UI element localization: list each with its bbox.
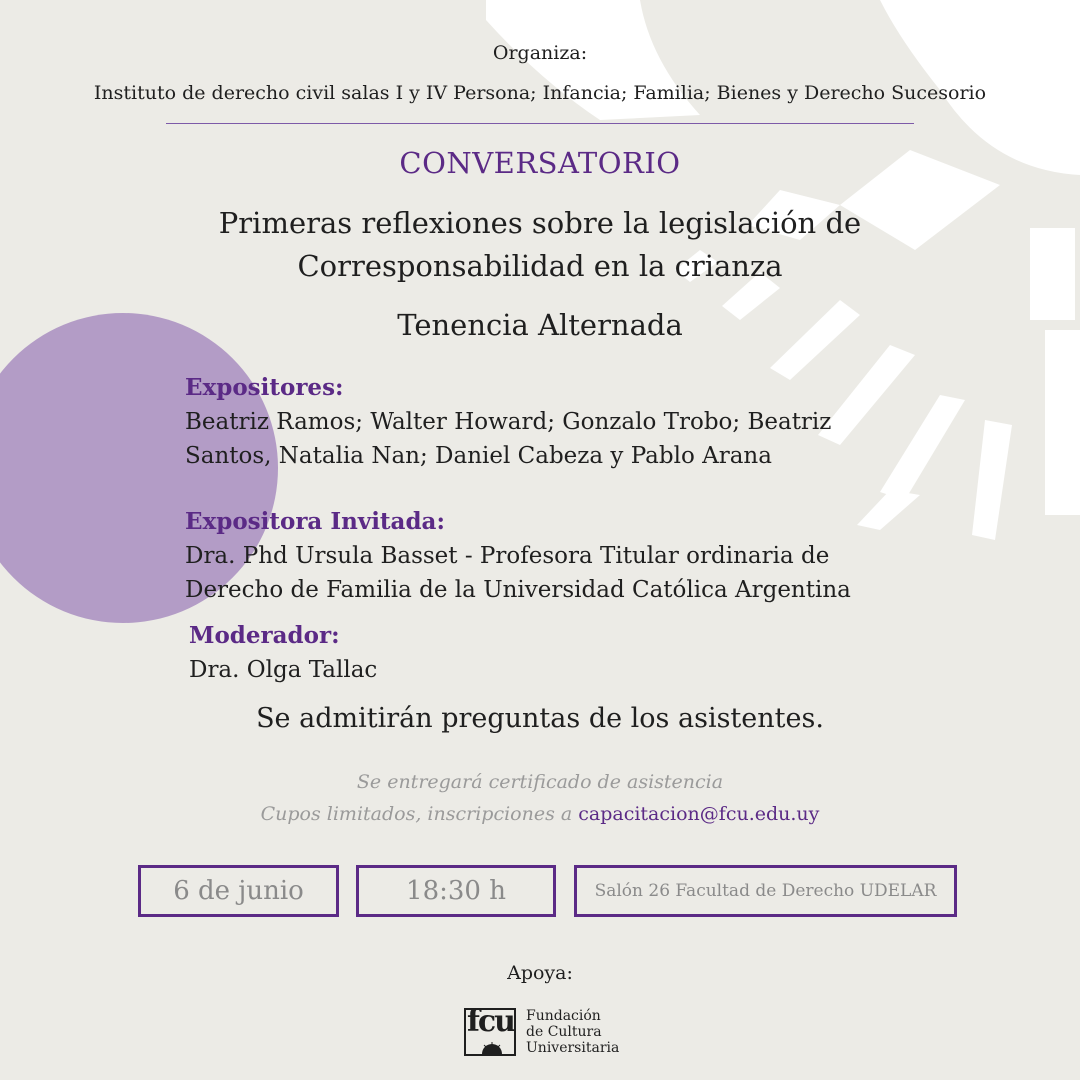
fcu-logo-line1: Fundación <box>526 1008 601 1024</box>
event-subtitle: Tenencia Alternada <box>397 308 683 342</box>
event-kicker: CONVERSATORIO <box>399 146 681 180</box>
date-box <box>138 865 339 917</box>
divider <box>166 123 914 124</box>
apoya-label: Apoya: <box>507 962 573 984</box>
guest-section <box>185 505 851 607</box>
event-title-line2: Corresponsabilidad en la crianza <box>297 249 783 283</box>
venue-box <box>574 865 957 917</box>
organizer-name: Instituto de derecho civil salas I y IV Persona; Infancia; Familia; Bienes y Derecho Sucesorio <box>93 82 987 104</box>
registration-email-link[interactable]: capacitacion@fcu.edu.uy <box>578 803 820 825</box>
sun-ray <box>818 345 915 445</box>
fcu-logo-mark <box>464 1004 516 1056</box>
guest-label: Expositora Invitada: <box>185 508 445 535</box>
speakers-section <box>185 371 831 473</box>
guest-line2: Derecho de Familia de la Universidad Católica Argentina <box>185 577 851 603</box>
organiza-label: Organiza: <box>492 42 588 64</box>
time-box <box>356 865 556 917</box>
moderator-label: Moderador: <box>189 622 340 649</box>
sun-icon <box>480 1042 504 1054</box>
fcu-logo-text <box>526 1008 619 1056</box>
sun-ray <box>880 395 965 500</box>
event-venue: Salón 26 Facultad de Derecho UDELAR <box>594 881 937 901</box>
sun-ray <box>857 490 920 530</box>
moderator-name: Dra. Olga Tallac <box>189 657 378 683</box>
fcu-logo <box>464 1004 620 1056</box>
event-title <box>0 202 1080 288</box>
registration-note <box>0 803 1080 825</box>
speakers-line1: Beatriz Ramos; Walter Howard; Gonzalo Trobo; Beatriz <box>185 409 832 435</box>
event-title-line1: Primeras reflexiones sobre la legislación de <box>218 206 862 240</box>
event-time: 18:30 h <box>406 876 506 906</box>
event-date: 6 de junio <box>173 876 304 906</box>
guest-line1: Dra. Phd Ursula Basset - Profesora Titular ordinaria de <box>185 543 830 569</box>
sun-ray <box>972 420 1012 540</box>
certificate-note: Se entregará certificado de asistencia <box>356 771 724 793</box>
fcu-logo-line2: de Cultura <box>526 1024 602 1040</box>
moderator-section <box>189 619 377 687</box>
speakers-line2: Santos, Natalia Nan; Daniel Cabeza y Pablo Arana <box>185 443 772 469</box>
questions-note: Se admitirán preguntas de los asistentes. <box>256 703 824 734</box>
speakers-label: Expositores: <box>185 374 344 401</box>
fcu-logo-line3: Universitaria <box>526 1040 620 1056</box>
registration-prefix: Cupos limitados, inscripciones a <box>260 803 579 825</box>
fcu-logo-letters: fcu <box>467 1004 514 1039</box>
sun-ray <box>1045 330 1080 515</box>
